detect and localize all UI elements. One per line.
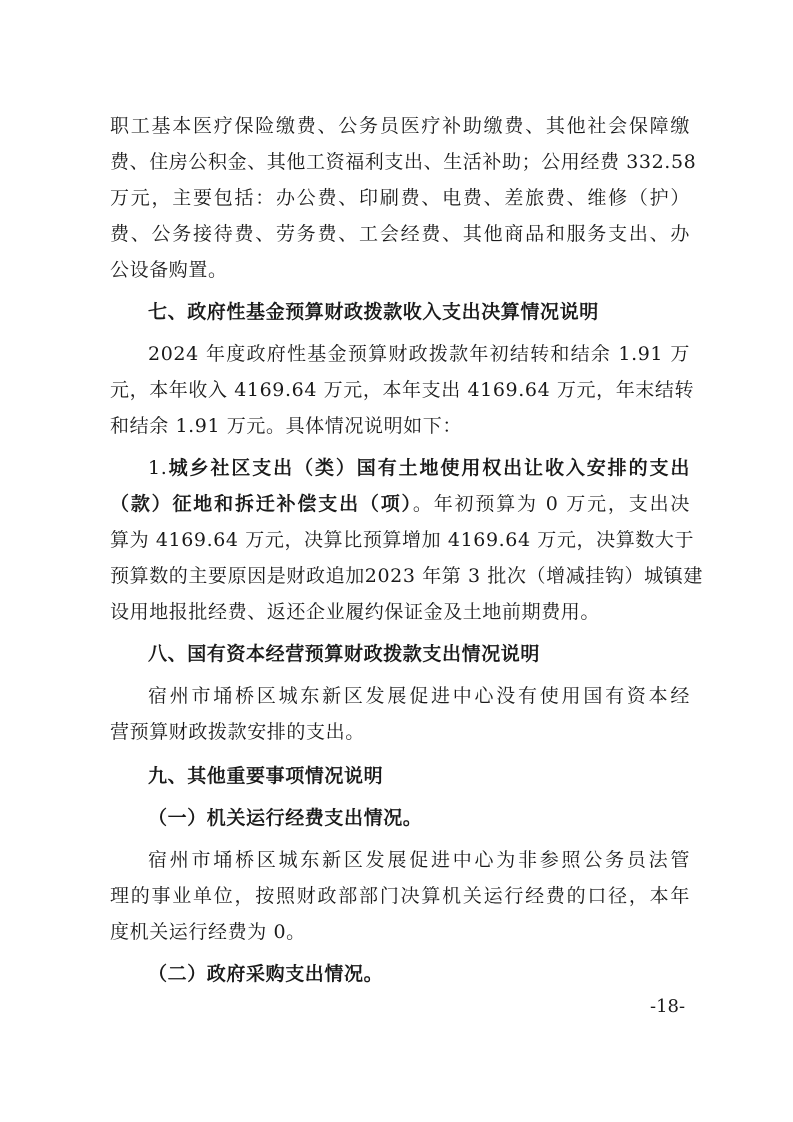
item1-bold-text-2: （款）征地和拆迁补偿支出（项）	[110, 493, 413, 515]
continuation-line-3: 万元，主要包括：办公费、印刷费、电费、差旅费、维修（护）	[110, 187, 690, 209]
continuation-line-2: 费、住房公积金、其他工资福利支出、生活补助；公用经费 332.58	[110, 151, 697, 173]
section-7-line-1: 2024 年度政府性基金预算财政拨款年初结转和结余 1.91 万	[148, 343, 690, 365]
section-8-line-2: 营预算财政拨款安排的支出。	[110, 721, 365, 743]
section-7-item1-line-4: 预算数的主要原因是财政追加2023 年第 3 批次（增减挂钩）城镇建	[110, 565, 703, 587]
continuation-line-4: 费、公务接待费、劳务费、工会经费、其他商品和服务支出、办	[110, 223, 690, 245]
item1-prefix: 1.	[148, 457, 168, 479]
continuation-line-5: 公设备购置。	[110, 259, 228, 281]
section-9-sub1-heading: （一）机关运行经费支出情况。	[148, 807, 423, 829]
section-8-line-1: 宿州市埇桥区城东新区发展促进中心没有使用国有资本经	[148, 685, 690, 707]
section-8-heading: 八、国有资本经营预算财政拨款支出情况说明	[148, 643, 541, 665]
section-7-item1-line-3: 算为 4169.64 万元，决算比预算增加 4169.64 万元，决算数大于	[110, 529, 695, 551]
section-7-heading: 七、政府性基金预算财政拨款收入支出决算情况说明	[148, 301, 599, 323]
section-9-sub1-line-1: 宿州市埇桥区城东新区发展促进中心为非参照公务员法管	[148, 849, 690, 871]
section-7-item1-line-5: 设用地报批经费、返还企业履约保证金及土地前期费用。	[110, 601, 601, 623]
section-9-sub1-line-3: 度机关运行经费为 0。	[110, 921, 306, 943]
section-7-item1-line-1	[148, 456, 690, 480]
section-9-sub2-heading: （二）政府采购支出情况。	[148, 963, 384, 985]
section-9-sub1-line-2: 理的事业单位，按照财政部部门决算机关运行经费的口径，本年	[110, 885, 690, 907]
section-9-heading: 九、其他重要事项情况说明	[148, 765, 384, 787]
continuation-line-1: 职工基本医疗保险缴费、公务员医疗补助缴费、其他社会保障缴	[110, 115, 690, 137]
section-7-line-2: 元，本年收入 4169.64 万元，本年支出 4169.64 万元，年末结转	[110, 379, 695, 401]
section-7-item1-line-2	[110, 492, 690, 516]
section-7-line-3: 和结余 1.91 万元。具体情况说明如下：	[110, 415, 462, 437]
item1-bold-text-1: 城乡社区支出（类）国有土地使用权出让收入安排的支出	[167, 457, 690, 479]
item1-rest-text-2: 。年初预算为 0 万元，支出决	[412, 493, 690, 515]
page-number: -18-	[650, 996, 686, 1017]
